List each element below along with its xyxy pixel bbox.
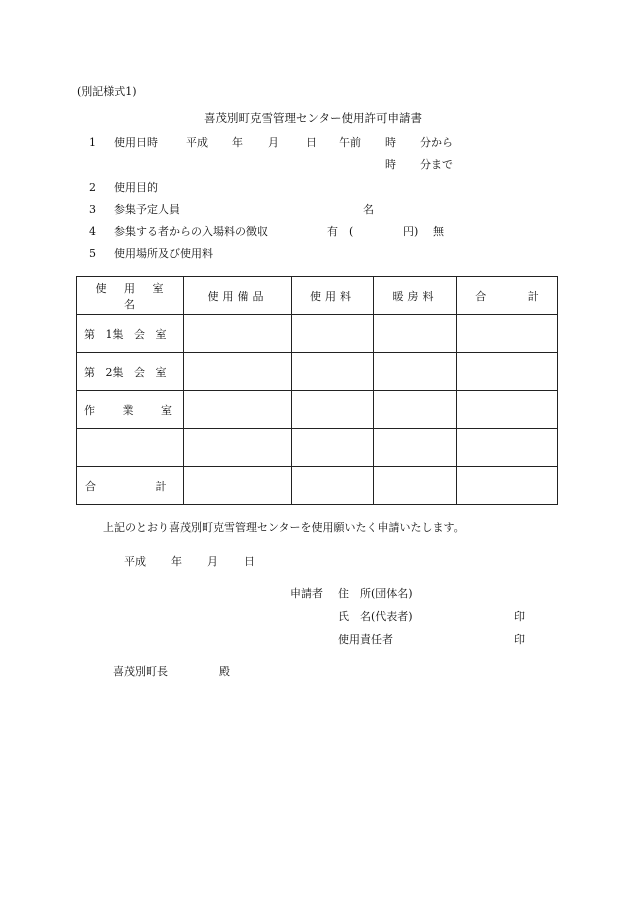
- item-number: 5: [89, 247, 96, 260]
- table-row: [77, 429, 558, 467]
- unit-label: 名: [363, 203, 374, 216]
- room-name-text: 第 1集 会 室: [84, 327, 167, 341]
- header-room: [77, 277, 184, 315]
- cell-equipment[interactable]: [184, 429, 292, 467]
- header-equipment: 使用備品: [184, 277, 292, 315]
- day-label: 日: [306, 136, 317, 149]
- header-usage-fee: 使用料: [292, 277, 374, 315]
- cell-heating-fee[interactable]: [374, 391, 457, 429]
- cell-total[interactable]: [457, 429, 558, 467]
- to-label: 分まで: [420, 158, 453, 171]
- room-name-text: 第 2集 会 室: [84, 365, 167, 379]
- cell-total[interactable]: [457, 391, 558, 429]
- cell-heating-fee[interactable]: [374, 467, 457, 505]
- cell-usage-fee[interactable]: [292, 315, 374, 353]
- room-name: [77, 391, 184, 429]
- paren-open: (: [349, 225, 354, 238]
- room-name-text: 作 業 室: [84, 403, 172, 417]
- table-row: [77, 315, 558, 353]
- item-number: 1: [89, 136, 96, 149]
- month-label: 月: [207, 555, 218, 568]
- room-name[interactable]: [77, 429, 184, 467]
- header-text: 使 用 室 名: [95, 281, 164, 311]
- cell-usage-fee[interactable]: [292, 391, 374, 429]
- cell-usage-fee[interactable]: [292, 467, 374, 505]
- room-name: [77, 315, 184, 353]
- cell-heating-fee[interactable]: [374, 353, 457, 391]
- addressee-name: 喜茂別町長: [113, 665, 168, 678]
- no-option: 無: [433, 225, 444, 238]
- cell-heating-fee[interactable]: [374, 429, 457, 467]
- header-total: 合 計: [457, 277, 558, 315]
- item-label: 参集予定人員: [114, 203, 180, 216]
- cell-heating-fee[interactable]: [374, 315, 457, 353]
- responsible-person-label: 使用責任者: [338, 633, 393, 646]
- representative-label: 氏 名(代表者): [338, 610, 413, 623]
- usage-fee-table: [76, 276, 558, 505]
- total-label-text: 合 計: [85, 479, 167, 493]
- table-row: [77, 353, 558, 391]
- item-number: 3: [89, 203, 96, 216]
- page-title: 喜茂別町克雪管理センター使用許可申請書: [204, 111, 423, 125]
- item-number: 4: [89, 225, 96, 238]
- cell-usage-fee[interactable]: [292, 353, 374, 391]
- cell-equipment[interactable]: [184, 467, 292, 505]
- yes-option: 有: [327, 225, 338, 238]
- table-header-row: [77, 277, 558, 315]
- cell-equipment[interactable]: [184, 353, 292, 391]
- cell-equipment[interactable]: [184, 391, 292, 429]
- table-row: [77, 391, 558, 429]
- ampm-label: 午前: [339, 136, 361, 149]
- era-label: 平成: [186, 136, 208, 149]
- cell-total[interactable]: [457, 353, 558, 391]
- address-label: 住 所(団体名): [338, 587, 413, 600]
- item-number: 2: [89, 181, 96, 194]
- header-heating-fee: 暖房料: [374, 277, 457, 315]
- addressee-honorific: 殿: [219, 665, 230, 678]
- form-number: (別記様式1): [77, 85, 137, 98]
- year-label: 年: [171, 555, 182, 568]
- item-label: 使用日時: [114, 136, 158, 149]
- day-label: 日: [244, 555, 255, 568]
- yen-label: 円): [403, 225, 419, 238]
- hour-end-label: 時: [385, 158, 396, 171]
- applicant-label: 申請者: [290, 587, 323, 600]
- from-label: 分から: [420, 136, 453, 149]
- application-statement: 上記のとおり喜茂別町克雪管理センターを使用願いたく申請いたします。: [103, 521, 465, 534]
- item-label: 使用目的: [114, 181, 158, 194]
- hour-label: 時: [385, 136, 396, 149]
- item-label: 参集する者からの入場料の徴収: [114, 225, 268, 238]
- item-label: 使用場所及び使用料: [114, 247, 213, 260]
- table-total-row: [77, 467, 558, 505]
- seal-mark: 印: [514, 633, 525, 646]
- year-label: 年: [232, 136, 243, 149]
- cell-equipment[interactable]: [184, 315, 292, 353]
- room-name: [77, 353, 184, 391]
- era-label: 平成: [124, 555, 146, 568]
- cell-total[interactable]: [457, 467, 558, 505]
- cell-usage-fee[interactable]: [292, 429, 374, 467]
- month-label: 月: [268, 136, 279, 149]
- seal-mark: 印: [514, 610, 525, 623]
- total-label: [77, 467, 184, 505]
- cell-total[interactable]: [457, 315, 558, 353]
